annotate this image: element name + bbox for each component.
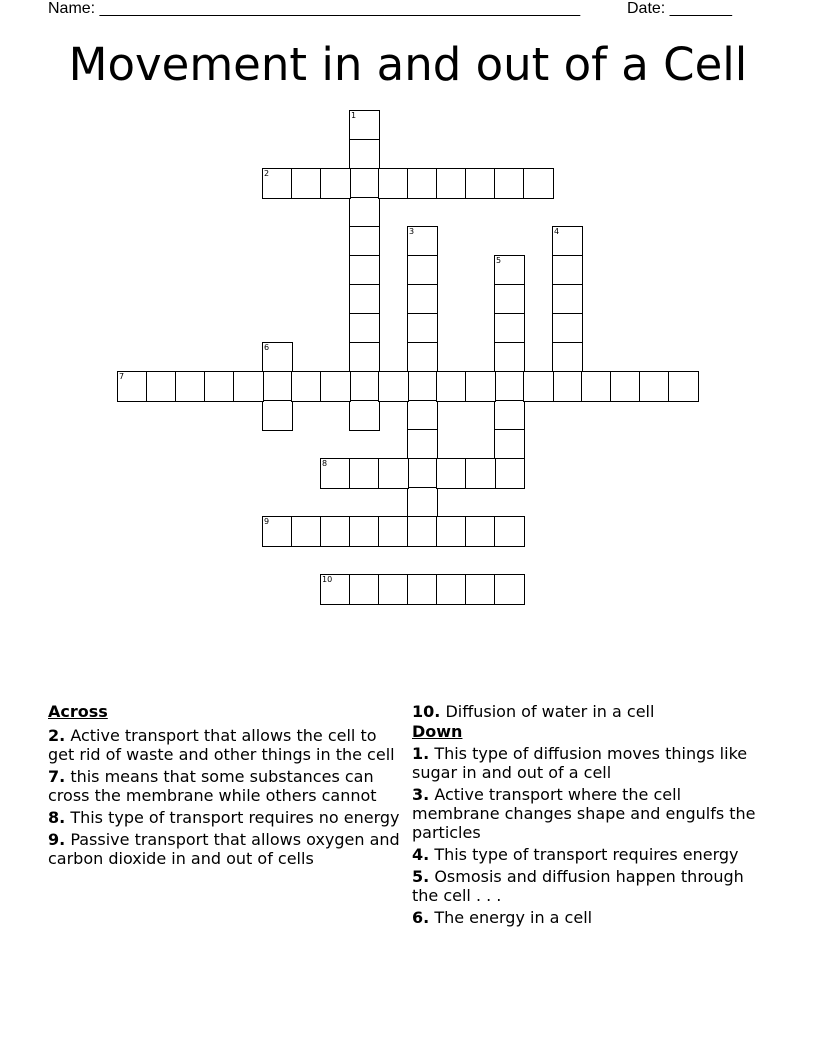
grid-cell[interactable] <box>349 168 380 199</box>
grid-cell[interactable] <box>378 458 409 489</box>
grid-cell[interactable] <box>581 371 612 402</box>
clue-down-3 <box>412 785 757 842</box>
grid-cell[interactable] <box>291 371 322 402</box>
grid-cell[interactable] <box>320 516 351 547</box>
clue-number: 1. <box>412 744 430 763</box>
grid-cell[interactable] <box>407 255 438 286</box>
grid-cell[interactable] <box>117 371 148 402</box>
grid-cell[interactable] <box>610 371 641 402</box>
clue-across-8 <box>48 808 403 827</box>
clue-number: 9. <box>48 830 66 849</box>
grid-cell[interactable] <box>436 574 467 605</box>
grid-cell[interactable] <box>407 458 438 489</box>
grid-cell[interactable] <box>407 313 438 344</box>
grid-cell[interactable] <box>262 516 293 547</box>
page-title: Movement in and out of a Cell <box>68 38 748 91</box>
clue-number: 6. <box>412 908 430 927</box>
grid-cell[interactable] <box>436 168 467 199</box>
grid-cell[interactable] <box>552 313 583 344</box>
grid-cell[interactable] <box>407 226 438 257</box>
clue-down-5 <box>412 867 757 905</box>
grid-cell[interactable] <box>407 168 438 199</box>
clue-number: 5. <box>412 867 430 886</box>
cell-number: 10 <box>322 575 333 584</box>
grid-cell[interactable] <box>465 516 496 547</box>
clue-text: This type of diffusion moves things like sugar in and out of a cell <box>412 744 748 782</box>
grid-cell[interactable] <box>494 458 525 489</box>
grid-cell[interactable] <box>552 342 583 373</box>
grid-cell[interactable] <box>494 342 525 373</box>
cell-number: 5 <box>496 256 502 265</box>
clue-down-6 <box>412 908 757 927</box>
grid-cell[interactable] <box>494 371 525 402</box>
clue-across-2 <box>48 726 403 764</box>
clue-text: this means that some substances can cross the membrane while others cannot <box>48 767 377 805</box>
grid-cell[interactable] <box>668 371 699 402</box>
clue-down-1 <box>412 744 757 782</box>
clue-text: Active transport that allows the cell to get rid of waste and other things in the cell <box>48 726 395 764</box>
clue-text: This type of transport requires energy <box>434 845 739 864</box>
grid-cell[interactable] <box>523 168 554 199</box>
grid-cell[interactable] <box>262 371 293 402</box>
grid-cell[interactable] <box>204 371 235 402</box>
grid-cell[interactable] <box>465 371 496 402</box>
grid-cell[interactable] <box>378 168 409 199</box>
grid-cell[interactable] <box>407 574 438 605</box>
grid-cell[interactable] <box>378 574 409 605</box>
grid-cell[interactable] <box>407 342 438 373</box>
grid-cell[interactable] <box>552 284 583 315</box>
grid-cell[interactable] <box>407 429 438 460</box>
grid-cell[interactable] <box>494 574 525 605</box>
clue-number: 3. <box>412 785 430 804</box>
down-heading: Down <box>412 722 463 741</box>
clue-text: Passive transport that allows oxygen and carbon dioxide in and out of cells <box>48 830 400 868</box>
grid-cell[interactable] <box>465 458 496 489</box>
grid-cell[interactable] <box>349 342 380 373</box>
clue-number: 7. <box>48 767 66 786</box>
clue-across-9 <box>48 830 403 868</box>
grid-cell[interactable] <box>262 342 293 373</box>
clues-column-left <box>48 702 403 871</box>
grid-cell[interactable] <box>407 284 438 315</box>
grid-cell[interactable] <box>494 168 525 199</box>
clue-text: The energy in a cell <box>434 908 593 927</box>
clue-text: Osmosis and diffusion happen through the cell . . . <box>412 867 744 905</box>
grid-cell[interactable] <box>349 139 380 170</box>
grid-cell[interactable] <box>349 197 380 228</box>
grid-cell[interactable] <box>639 371 670 402</box>
name-field[interactable]: Name: ______________________________________________________ <box>48 0 581 17</box>
grid-cell[interactable] <box>320 458 351 489</box>
clue-number: 8. <box>48 808 66 827</box>
grid-cell[interactable] <box>146 371 177 402</box>
clue-number: 2. <box>48 726 66 745</box>
grid-cell[interactable] <box>494 284 525 315</box>
grid-cell[interactable] <box>523 371 554 402</box>
grid-cell[interactable] <box>494 400 525 431</box>
grid-cell[interactable] <box>407 516 438 547</box>
grid-cell[interactable] <box>175 371 206 402</box>
clue-text: Active transport where the cell membrane changes shape and engulfs the particles <box>412 785 756 842</box>
grid-cell[interactable] <box>494 313 525 344</box>
grid-cell[interactable] <box>407 487 438 518</box>
grid-cell[interactable] <box>494 255 525 286</box>
cell-number: 2 <box>264 169 270 178</box>
grid-cell[interactable] <box>291 168 322 199</box>
grid-cell[interactable] <box>349 284 380 315</box>
clue-text: Diffusion of water in a cell <box>445 702 655 721</box>
grid-cell[interactable] <box>320 168 351 199</box>
grid-cell[interactable] <box>349 400 380 431</box>
grid-cell[interactable] <box>349 313 380 344</box>
grid-cell[interactable] <box>291 516 322 547</box>
clue-number: 4. <box>412 845 430 864</box>
cell-number: 8 <box>322 459 328 468</box>
grid-cell[interactable] <box>407 371 438 402</box>
grid-cell[interactable] <box>552 371 583 402</box>
grid-cell[interactable] <box>262 400 293 431</box>
grid-cell[interactable] <box>349 110 380 141</box>
grid-cell[interactable] <box>262 168 293 199</box>
grid-cell[interactable] <box>436 458 467 489</box>
cell-number: 1 <box>351 111 357 120</box>
grid-cell[interactable] <box>349 458 380 489</box>
cell-number: 7 <box>119 372 125 381</box>
cell-number: 4 <box>554 227 560 236</box>
date-field[interactable]: Date: _______ <box>627 0 732 17</box>
grid-cell[interactable] <box>349 371 380 402</box>
clue-down-4 <box>412 845 757 864</box>
grid-cell[interactable] <box>407 400 438 431</box>
cell-number: 9 <box>264 517 270 526</box>
grid-cell[interactable] <box>349 516 380 547</box>
cell-number: 3 <box>409 227 415 236</box>
grid-cell[interactable] <box>349 255 380 286</box>
grid-cell[interactable] <box>436 516 467 547</box>
grid-cell[interactable] <box>320 574 351 605</box>
grid-cell[interactable] <box>465 574 496 605</box>
grid-cell[interactable] <box>378 371 409 402</box>
grid-cell[interactable] <box>349 226 380 257</box>
grid-cell[interactable] <box>494 516 525 547</box>
grid-cell[interactable] <box>436 371 467 402</box>
clue-across-7 <box>48 767 403 805</box>
cell-number: 6 <box>264 343 270 352</box>
grid-cell[interactable] <box>320 371 351 402</box>
clue-number: 10. <box>412 702 441 721</box>
grid-cell[interactable] <box>494 429 525 460</box>
across-heading: Across <box>48 702 108 721</box>
grid-cell[interactable] <box>552 255 583 286</box>
clue-across-10 <box>412 702 757 721</box>
grid-cell[interactable] <box>233 371 264 402</box>
grid-cell[interactable] <box>378 516 409 547</box>
grid-cell[interactable] <box>465 168 496 199</box>
grid-cell[interactable] <box>349 574 380 605</box>
clues-column-right <box>412 702 757 930</box>
grid-cell[interactable] <box>552 226 583 257</box>
clue-text: This type of transport requires no energy <box>70 808 400 827</box>
